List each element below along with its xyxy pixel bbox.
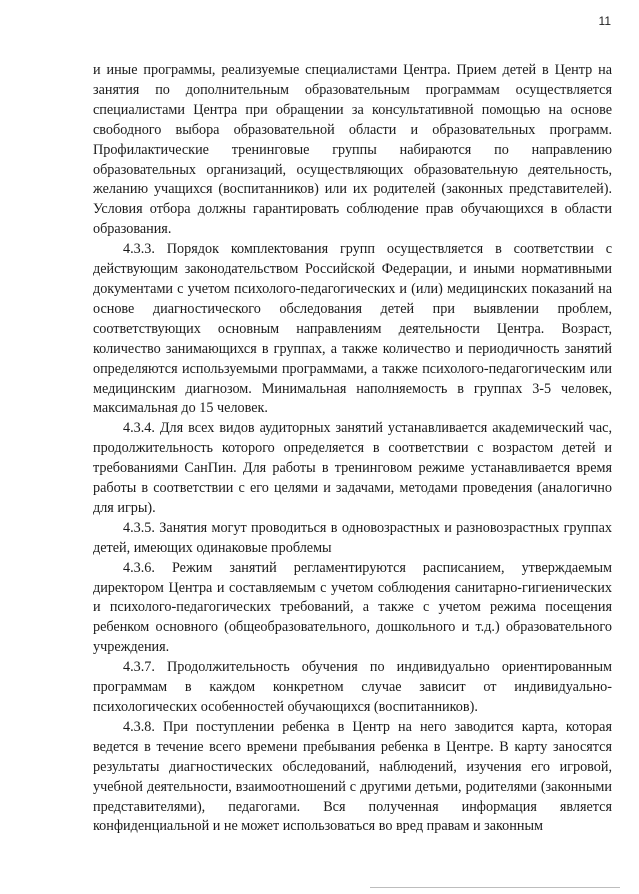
paragraph-4-3-3: 4.3.3. Порядок комплектования групп осуществляется в соответствии с действующим законодательством Российской Федерации, и иными нормативными документами с учетом психолого-педагогических и (или) медицинских показаний на основе диагностического обследования детей при выявлении проблем, соответствующих основным направлениям деятельности Центра. Возраст, количество занимающихся в группах, а также количество и периодичность занятий определяются используемыми программами, а также психолого-педагогическим или медицинским диагнозом. Минимальная наполняемость в группах 3-5 человек, максимальная до 15 человек. xyxy=(93,241,612,417)
document-body xyxy=(93,61,612,837)
paragraph-4-3-4: 4.3.4. Для всех видов аудиторных занятий устанавливается академический час, продолжительность которого определяется в соответствии с возрастом детей и требованиями СанПин. Для работы в тренинговом режиме устанавливается время работы в соответствии с его целями и задачами, методами проведения (аналогично для игры). xyxy=(93,420,612,516)
paragraph-4-3-6: 4.3.6. Режим занятий регламентируются расписанием, утверждаемым директором Центра и составляемым с учетом соблюдения санитарно-гигиенических и психолого-педагогических требований, а также с учетом режима посещения ребенком основного (общеобразовательного, дошкольного и т.д.) образовательного учреждения. xyxy=(93,559,612,656)
scan-edge-line xyxy=(370,887,620,888)
paragraph-4-3-5: 4.3.5. Занятия могут проводиться в одновозрастных и разновозрастных группах детей, имеющих одинаковые проблемы xyxy=(93,519,612,556)
paragraph-4-3-8: 4.3.8. При поступлении ребенка в Центр на него заводится карта, которая ведется в течение всего времени пребывания ребенка в Центре. В карту заносятся результаты диагностических обследований, наблюдений, изучения его игровой, учебной деятельности, взаимоотношений с другими детьми, родителями (законными представителями), педагогами. Вся полученная информация является конфиденциальной и не может использоваться во вред правам и законным xyxy=(93,718,612,835)
paragraph-continuation: и иные программы, реализуемые специалистами Центра. Прием детей в Центр на занятия по дополнительным образовательным программам осуществляется специалистами Центра при обращении за консультативной помощью на основе свободного выбора образовательной области и образовательных программ. Профилактические тренинговые группы набираются по направлению образовательных организаций, осуществляющих образовательную деятельность, желанию учащихся (воспитанников) или их родителей (законных представителей). Условия отбора должны гарантировать соблюдение прав обучающихся в области образования. xyxy=(93,62,612,238)
page-number: 11 xyxy=(598,14,611,28)
paragraph-4-3-7: 4.3.7. Продолжительность обучения по индивидуально ориентированным программам в каждом конкретном случае зависит от индивидуально-психологических особенностей обучающихся (воспитанников). xyxy=(93,659,612,715)
